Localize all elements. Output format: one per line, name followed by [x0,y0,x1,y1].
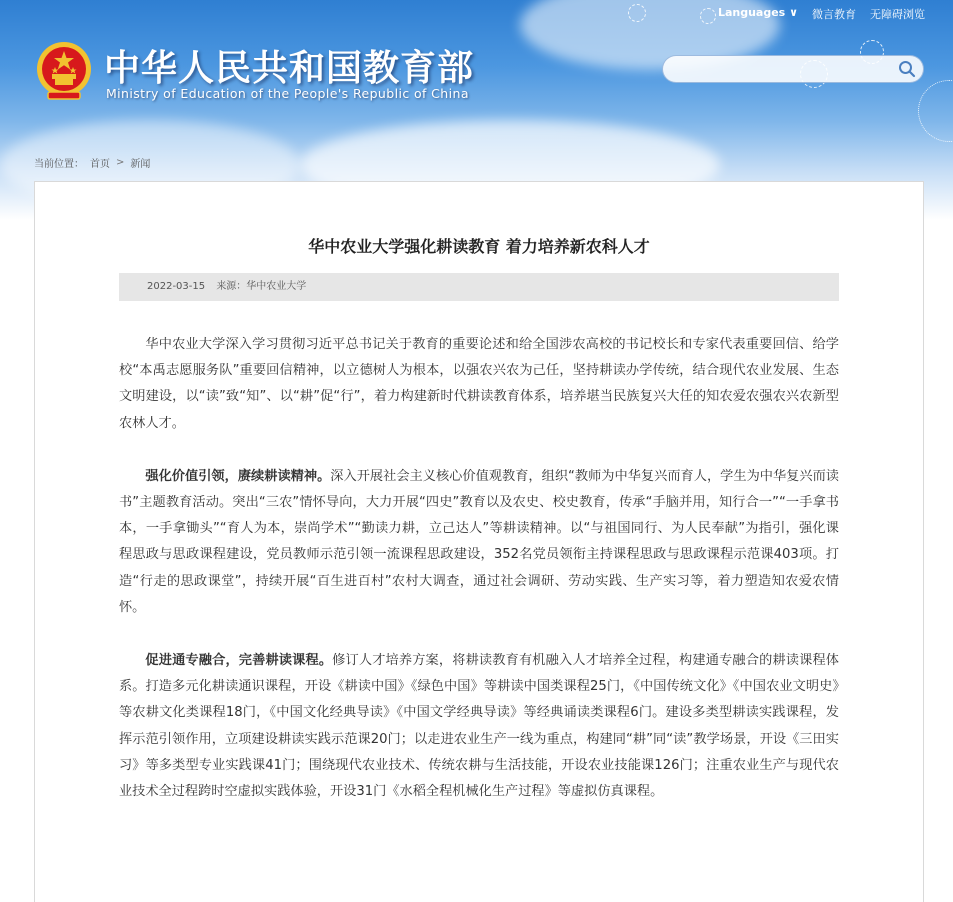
article-source: 来源：华中农业大学 [216,281,307,292]
site-subtitle: Ministry of Education of the People's Republic of China [106,86,469,101]
search-icon[interactable] [897,59,917,79]
dandelion-decoration [918,80,953,142]
paragraph-text: 修订人才培养方案，将耕读教育有机融入人才培养全过程，构建通专融合的耕读课程体系。打造多元化耕读通识课程，开设《耕读中国》《绿色中国》等耕读中国类课程25门，《中国传统文化》《中国农业文明史》等农耕文化类课程18门，《中国文化经典导读》《中国文学经典导读》等经典诵读类课程6门。建设多类型耕读实践课程，发挥示范引领作用，立项建设耕读实践示范课20门；以走进农业生产一线为重点，构建同“耕”同“读”教学场景，开设《三田实习》等多类型专业实践课41门；围绕现代农业技术、传统农耕与生活技能，开设农业技能课126门；注重农业生产与现代农业技术全过程跨时空虚拟实践体验，开设31门《水稻全程机械化生产过程》等虚拟仿真课程。 [119,653,839,800]
paragraph-lead: 强化价值引领，赓续耕读精神。 [145,468,331,484]
languages-menu[interactable] [718,6,798,22]
article-paragraph [119,332,839,437]
paragraph-text: 深入开展社会主义核心价值观教育，组织“教师为中华复兴而育人，学生为中华复兴而读书”主题教育活动。突出“三农”情怀导向，大力开展“四史”教育以及农史、校史教育，传承“手脑并用，知行合一”“一手拿书本，一手拿锄头”“育人为本，崇尚学术”“勤读力耕，立己达人”等耕读精神。以“与祖国同行、为人民奉献”为指引，强化课程思政与思政课程建设，党员教师示范引领一流课程思政建设，352名党员领衔主持课程思政与思政课程示范课403项。打造“行走的思政课堂”，持续开展“百生进百村”农村大调查，通过社会调研、劳动实践、生产实习等，着力塑造知农爱农情怀。 [119,468,839,615]
national-emblem-icon [34,40,94,102]
search-box [662,55,924,83]
breadcrumb-news[interactable]: 新闻 [130,159,151,170]
dandelion-decoration [628,4,646,22]
paragraph-lead: 促进通专融合，完善耕读课程。 [145,653,333,669]
breadcrumb-home[interactable]: 首页 [90,159,110,170]
article-body [119,332,839,832]
languages-label: Languages [717,6,786,19]
article-card [34,181,924,902]
weiyan-link[interactable]: 微言教育 [812,8,856,21]
chevron-right-icon: > [116,157,125,168]
breadcrumb-prefix: 当前位置： [34,159,84,170]
site-title[interactable]: 中华人民共和国教育部 [104,48,475,89]
accessibility-link[interactable]: 无障碍浏览 [870,8,925,21]
article-date: 2022-03-15 [147,281,206,292]
article-paragraph [119,648,839,805]
paragraph-text: 华中农业大学深入学习贯彻习近平总书记关于教育的重要论述和给全国涉农高校的书记校长和专家代表重要回信、给学校“本禹志愿服务队”重要回信精神，以立德树人为根本，以强农兴农为己任，坚持耕读办学传统，结合现代农业发展、生态文明建设，以“读”致“知”、以“耕”促“行”，着力构建新时代耕读教育体系，培养堪当民族复兴大任的知农爱农强农兴农新型农林人才。 [119,337,839,431]
dandelion-decoration [700,8,716,24]
top-links [718,6,925,22]
article-meta [119,273,839,301]
article-paragraph [119,464,839,621]
article-title: 华中农业大学强化耕读教育 着力培养新农科人才 [308,237,650,256]
breadcrumb [34,155,150,170]
chevron-down-icon: ∨ [789,6,798,19]
search-input[interactable] [673,59,887,79]
